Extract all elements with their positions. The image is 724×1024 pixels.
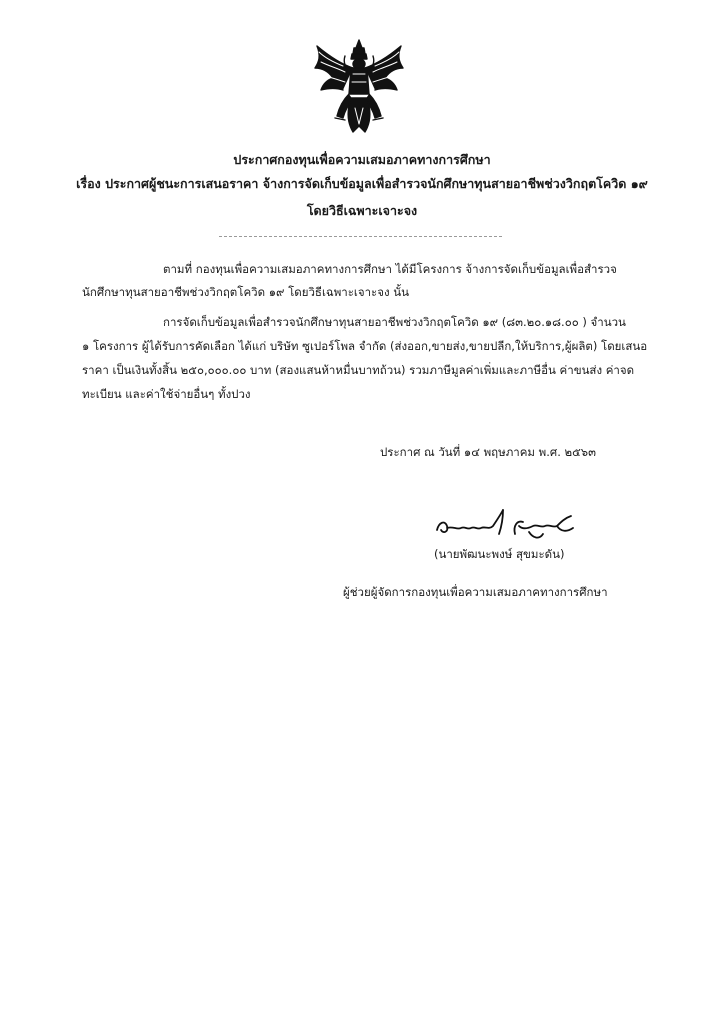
garuda-emblem-icon <box>307 38 411 136</box>
paragraph-2-line-2: ๑ โครงการ ผู้ได้รับการคัดเลือก ได้แก่ บริษัท ซูเปอร์โพล จำกัด (ส่งออก,ขายส่ง,ขายปลีก,ให้บริการ,ผู้ผลิต) โดยเสนอ <box>82 339 648 353</box>
subject-method-line: โดยวิธีเฉพาะเจาะจง <box>306 203 418 218</box>
paragraph-2-line-3: ราคา เป็นเงินทั้งสิ้น ๒๕๐,๐๐๐.๐๐ บาท (สองแสนห้าหมื่นบาทถ้วน) รวมภาษีมูลค่าเพิ่มและภาษีอื่น ค่าขนส่ง ค่าจด <box>82 363 635 377</box>
paragraph-2-line-4: ทะเบียน และค่าใช้จ่ายอื่นๆ ทั้งปวง <box>82 387 251 401</box>
announcement-date: ประกาศ ณ วันที่ ๑๔ พฤษภาคม พ.ศ. ๒๕๖๓ <box>380 445 596 459</box>
subject-line: เรื่อง ประกาศผู้ชนะการเสนอราคา จ้างการจัดเก็บข้อมูลเพื่อสำรวจนักศึกษาทุนสายอาชีพช่วงวิกฤตโควิด ๑๙ <box>76 176 648 191</box>
paragraph-1-line-2: นักศึกษาทุนสายอาชีพช่วงวิกฤตโควิด ๑๙ โดยวิธีเฉพาะเจาะจง นั้น <box>82 285 409 299</box>
divider <box>219 236 502 237</box>
handwritten-signature-icon <box>433 504 583 548</box>
signer-name: (นายพัฒนะพงษ์ สุขมะดัน) <box>434 547 565 561</box>
signer-position: ผู้ช่วยผู้จัดการกองทุนเพื่อความเสมอภาคทางการศึกษา <box>343 585 608 599</box>
paragraph-1-line-1: ตามที่ กองทุนเพื่อความเสมอภาคทางการศึกษา ได้มีโครงการ จ้างการจัดเก็บข้อมูลเพื่อสำรวจ <box>163 262 617 276</box>
paragraph-2-line-1: การจัดเก็บข้อมูลเพื่อสำรวจนักศึกษาทุนสายอาชีพช่วงวิกฤตโควิด ๑๙ (๘๓.๒๐.๑๘.๐๐ ) จำนวน <box>163 315 626 329</box>
agency-announcement-title: ประกาศกองทุนเพื่อความเสมอภาคทางการศึกษา <box>233 152 491 167</box>
